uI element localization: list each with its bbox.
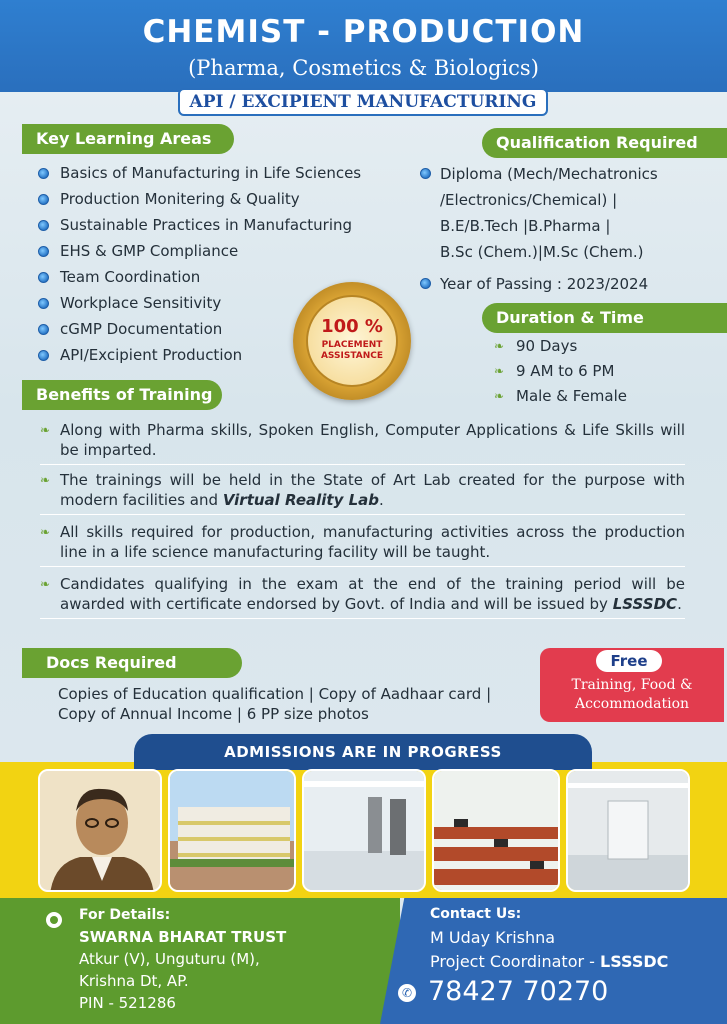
key-learning-label: Key Learning Areas [22, 124, 234, 154]
list-item: cGMP Documentation [38, 319, 398, 345]
list-item: EHS & GMP Compliance [38, 241, 398, 267]
details-label: For Details: [79, 907, 171, 923]
footer-details [0, 898, 400, 1024]
building-photo [168, 769, 296, 892]
placement-badge [293, 282, 411, 400]
badge-percent: 100 % [321, 316, 383, 337]
badge-line2: ASSISTANCE [320, 351, 384, 361]
docs-text: Copies of Education qualification | Copy of Aadhaar card | Copy of Annual Income | 6 PP size photos [58, 685, 492, 723]
duration-label: Duration & Time [482, 303, 727, 333]
qualification-label: Qualification Required [482, 128, 727, 158]
qualification-block [420, 161, 720, 297]
issuer-text: LSSSDC [612, 595, 678, 613]
pin-code: PIN - 521286 [79, 994, 176, 1012]
list-item: ❧ Male & Female [494, 387, 627, 405]
free-pill: Free [596, 650, 662, 672]
admissions-title: ADMISSIONS ARE IN PROGRESS [134, 734, 592, 770]
bullet-icon [38, 298, 49, 309]
portrait-photo [38, 769, 162, 892]
list-item: ❧ 9 AM to 6 PM [494, 362, 615, 380]
bullet-icon [420, 168, 431, 179]
qualification-line: B.Sc (Chem.)|M.Sc (Chem.) [440, 243, 644, 261]
free-box [540, 648, 724, 722]
list-item: Sustainable Practices in Manufacturing [38, 215, 398, 241]
duration-list [494, 334, 714, 409]
bullet-icon [38, 350, 49, 361]
bullet-icon [38, 220, 49, 231]
leaf-icon: ❧ [494, 339, 505, 353]
lab-photo [432, 769, 560, 892]
badge-line1: PLACEMENT [321, 340, 383, 350]
list-item: Basics of Manufacturing in Life Sciences [38, 163, 398, 189]
corridor-photo [302, 769, 426, 892]
cleanroom-photo [566, 769, 690, 892]
bullet-icon [38, 168, 49, 179]
bullet-icon [38, 272, 49, 283]
bullet-icon [38, 194, 49, 205]
list-item: API/Excipient Production [38, 345, 398, 371]
org-name: SWARNA BHARAT TRUST [79, 928, 287, 946]
address-line1: Atkur (V), Unguturu (M), [79, 950, 260, 968]
page-subtitle: (Pharma, Cosmetics & Biologics) [188, 56, 539, 80]
address-line2: Krishna Dt, AP. [79, 972, 189, 990]
bullet-icon [38, 324, 49, 335]
contact-label: Contact Us: [430, 906, 522, 922]
leaf-icon: ❧ [40, 577, 51, 591]
phone-number[interactable]: 78427 70270 [428, 976, 609, 1007]
qualification-line: Diploma (Mech/Mechatronics [440, 165, 658, 183]
leaf-icon: ❧ [494, 389, 505, 403]
benefit-item: ❧ Along with Pharma skills, Spoken English, Computer Applications & Life Skills will be imparted. [40, 420, 685, 465]
benefit-item: ❧ Candidates qualifying in the exam at the end of the training period will be awarded with certificate endorsed by Govt. of India and will be issued by LSSSDC. [40, 574, 685, 619]
header-banner [0, 0, 727, 92]
badge-inner [306, 295, 398, 387]
docs-label: Docs Required [22, 648, 242, 678]
leaf-icon: ❧ [40, 525, 51, 539]
qualification-line: /Electronics/Chemical) | [440, 191, 618, 209]
free-text: Training, Food & Accommodation [571, 677, 693, 712]
benefits-label: Benefits of Training [22, 380, 222, 410]
contact-role: Project Coordinator - LSSSDC [430, 952, 669, 971]
year-of-passing: Year of Passing : 2023/2024 [440, 275, 649, 293]
phone-icon: ✆ [398, 984, 416, 1002]
list-item: Production Monitering & Quality [38, 189, 398, 215]
list-item: ❧ 90 Days [494, 337, 578, 355]
bullet-icon [420, 278, 431, 289]
program-tag: API / EXCIPIENT MANUFACTURING [178, 88, 548, 116]
bullet-icon [38, 246, 49, 257]
benefit-item: ❧ The trainings will be held in the State of Art Lab created for the purpose with modern facilities and Virtual Reality Lab. [40, 470, 685, 515]
location-pin-icon [46, 912, 62, 928]
contact-name: M Uday Krishna [430, 928, 556, 947]
list-item: Workplace Sensitivity [38, 293, 398, 319]
leaf-icon: ❧ [40, 423, 51, 437]
vr-lab-text: Virtual Reality Lab [222, 491, 380, 509]
leaf-icon: ❧ [40, 473, 51, 487]
qualification-line: B.E/B.Tech |B.Pharma | [440, 217, 611, 235]
page-title: CHEMIST - PRODUCTION [142, 14, 585, 50]
benefit-item: ❧ All skills required for production, manufacturing activities across the production line in a life science manufacturing facility will be taught. [40, 522, 685, 567]
leaf-icon: ❧ [494, 364, 505, 378]
list-item: Team Coordination [38, 267, 398, 293]
